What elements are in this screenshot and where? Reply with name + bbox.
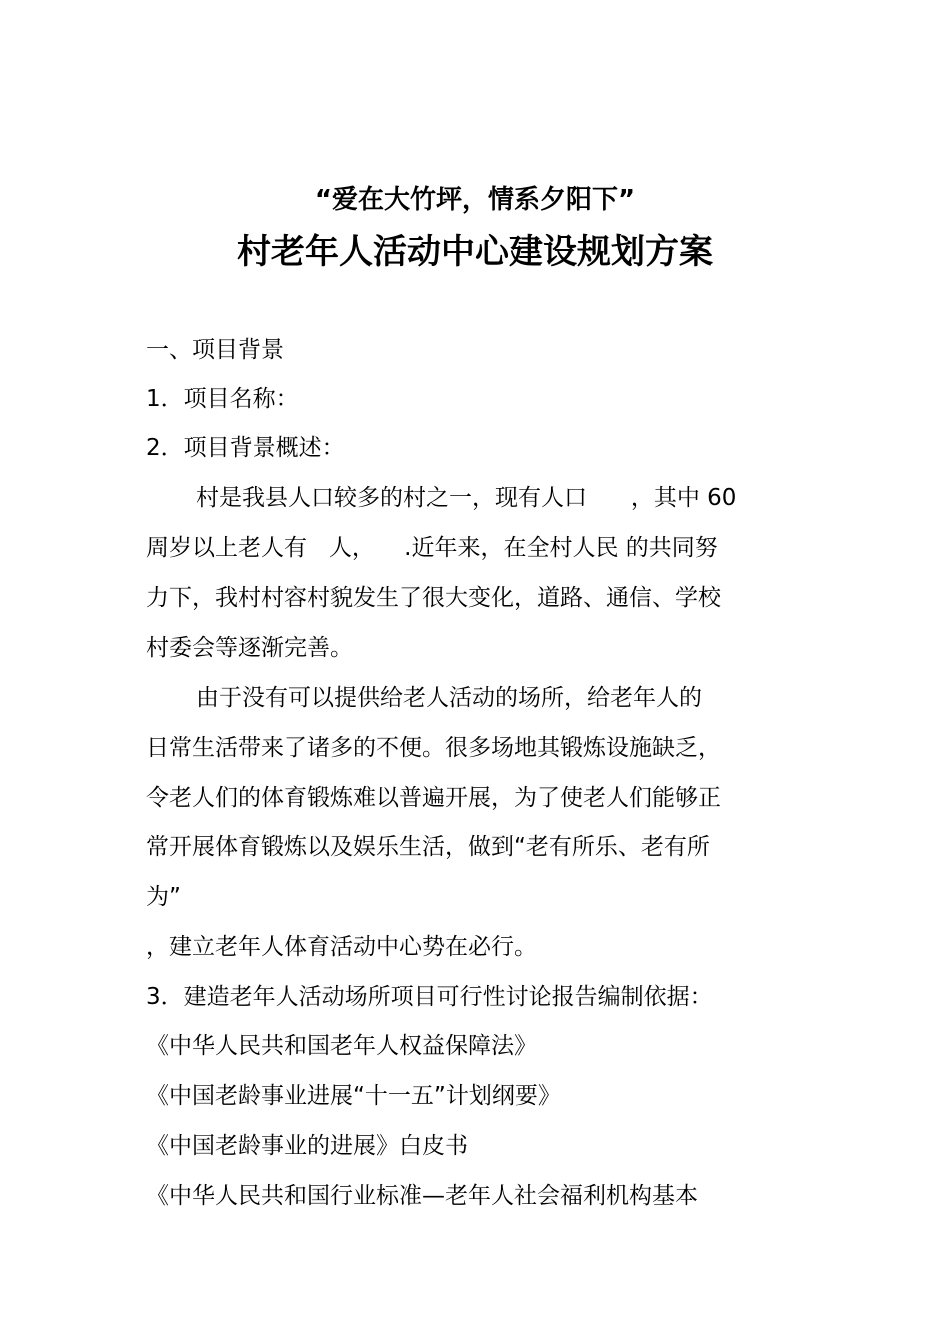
- reference-item: 《中国老龄事业进展“十一五”计划纲要》: [146, 1083, 561, 1109]
- paragraph-line: 由于没有可以提供给老人活动的场所，给老年人的: [196, 685, 702, 711]
- paragraph-line: ，建立老年人体育活动中心势在必行。: [146, 934, 537, 960]
- item-background-overview: 2．项目背景概述：: [146, 435, 345, 461]
- item-project-name: 1．项目名称：: [146, 386, 299, 412]
- paragraph-line: 为”: [146, 884, 181, 910]
- reference-item: 《中国老龄事业的进展》白皮书: [146, 1133, 468, 1159]
- paragraph-line: 村是我县人口较多的村之一，现有人口 ，其中 60: [196, 485, 737, 511]
- reference-item: 《中华人民共和国行业标准—老年人社会福利机构基本: [146, 1183, 698, 1209]
- paragraph-line: 令老人们的体育锻炼难以普遍开展，为了使老人们能够正: [146, 785, 721, 811]
- item-basis: 3．建造老年人活动场所项目可行性讨论报告编制依据：: [146, 984, 713, 1010]
- paragraph-line: 周岁以上老人有 人， .近年来，在全村人民 的共同努: [146, 535, 718, 561]
- document-title: 村老年人活动中心建设规划方案: [237, 232, 713, 272]
- reference-item: 《中华人民共和国老年人权益保障法》: [146, 1033, 537, 1059]
- paragraph-line: 村委会等逐渐完善。: [146, 635, 353, 661]
- paragraph-line: 日常生活带来了诸多的不便。很多场地其锻炼设施缺乏，: [146, 735, 721, 761]
- document-subtitle: “爱在大竹坪，情系夕阳下”: [314, 185, 636, 215]
- paragraph-line: 力下，我村村容村貌发生了很大变化，道路、通信、学校: [146, 585, 721, 611]
- section-heading: 一、项目背景: [146, 337, 284, 363]
- paragraph-line: 常开展体育锻炼以及娱乐生活，做到“老有所乐、老有所: [146, 834, 710, 860]
